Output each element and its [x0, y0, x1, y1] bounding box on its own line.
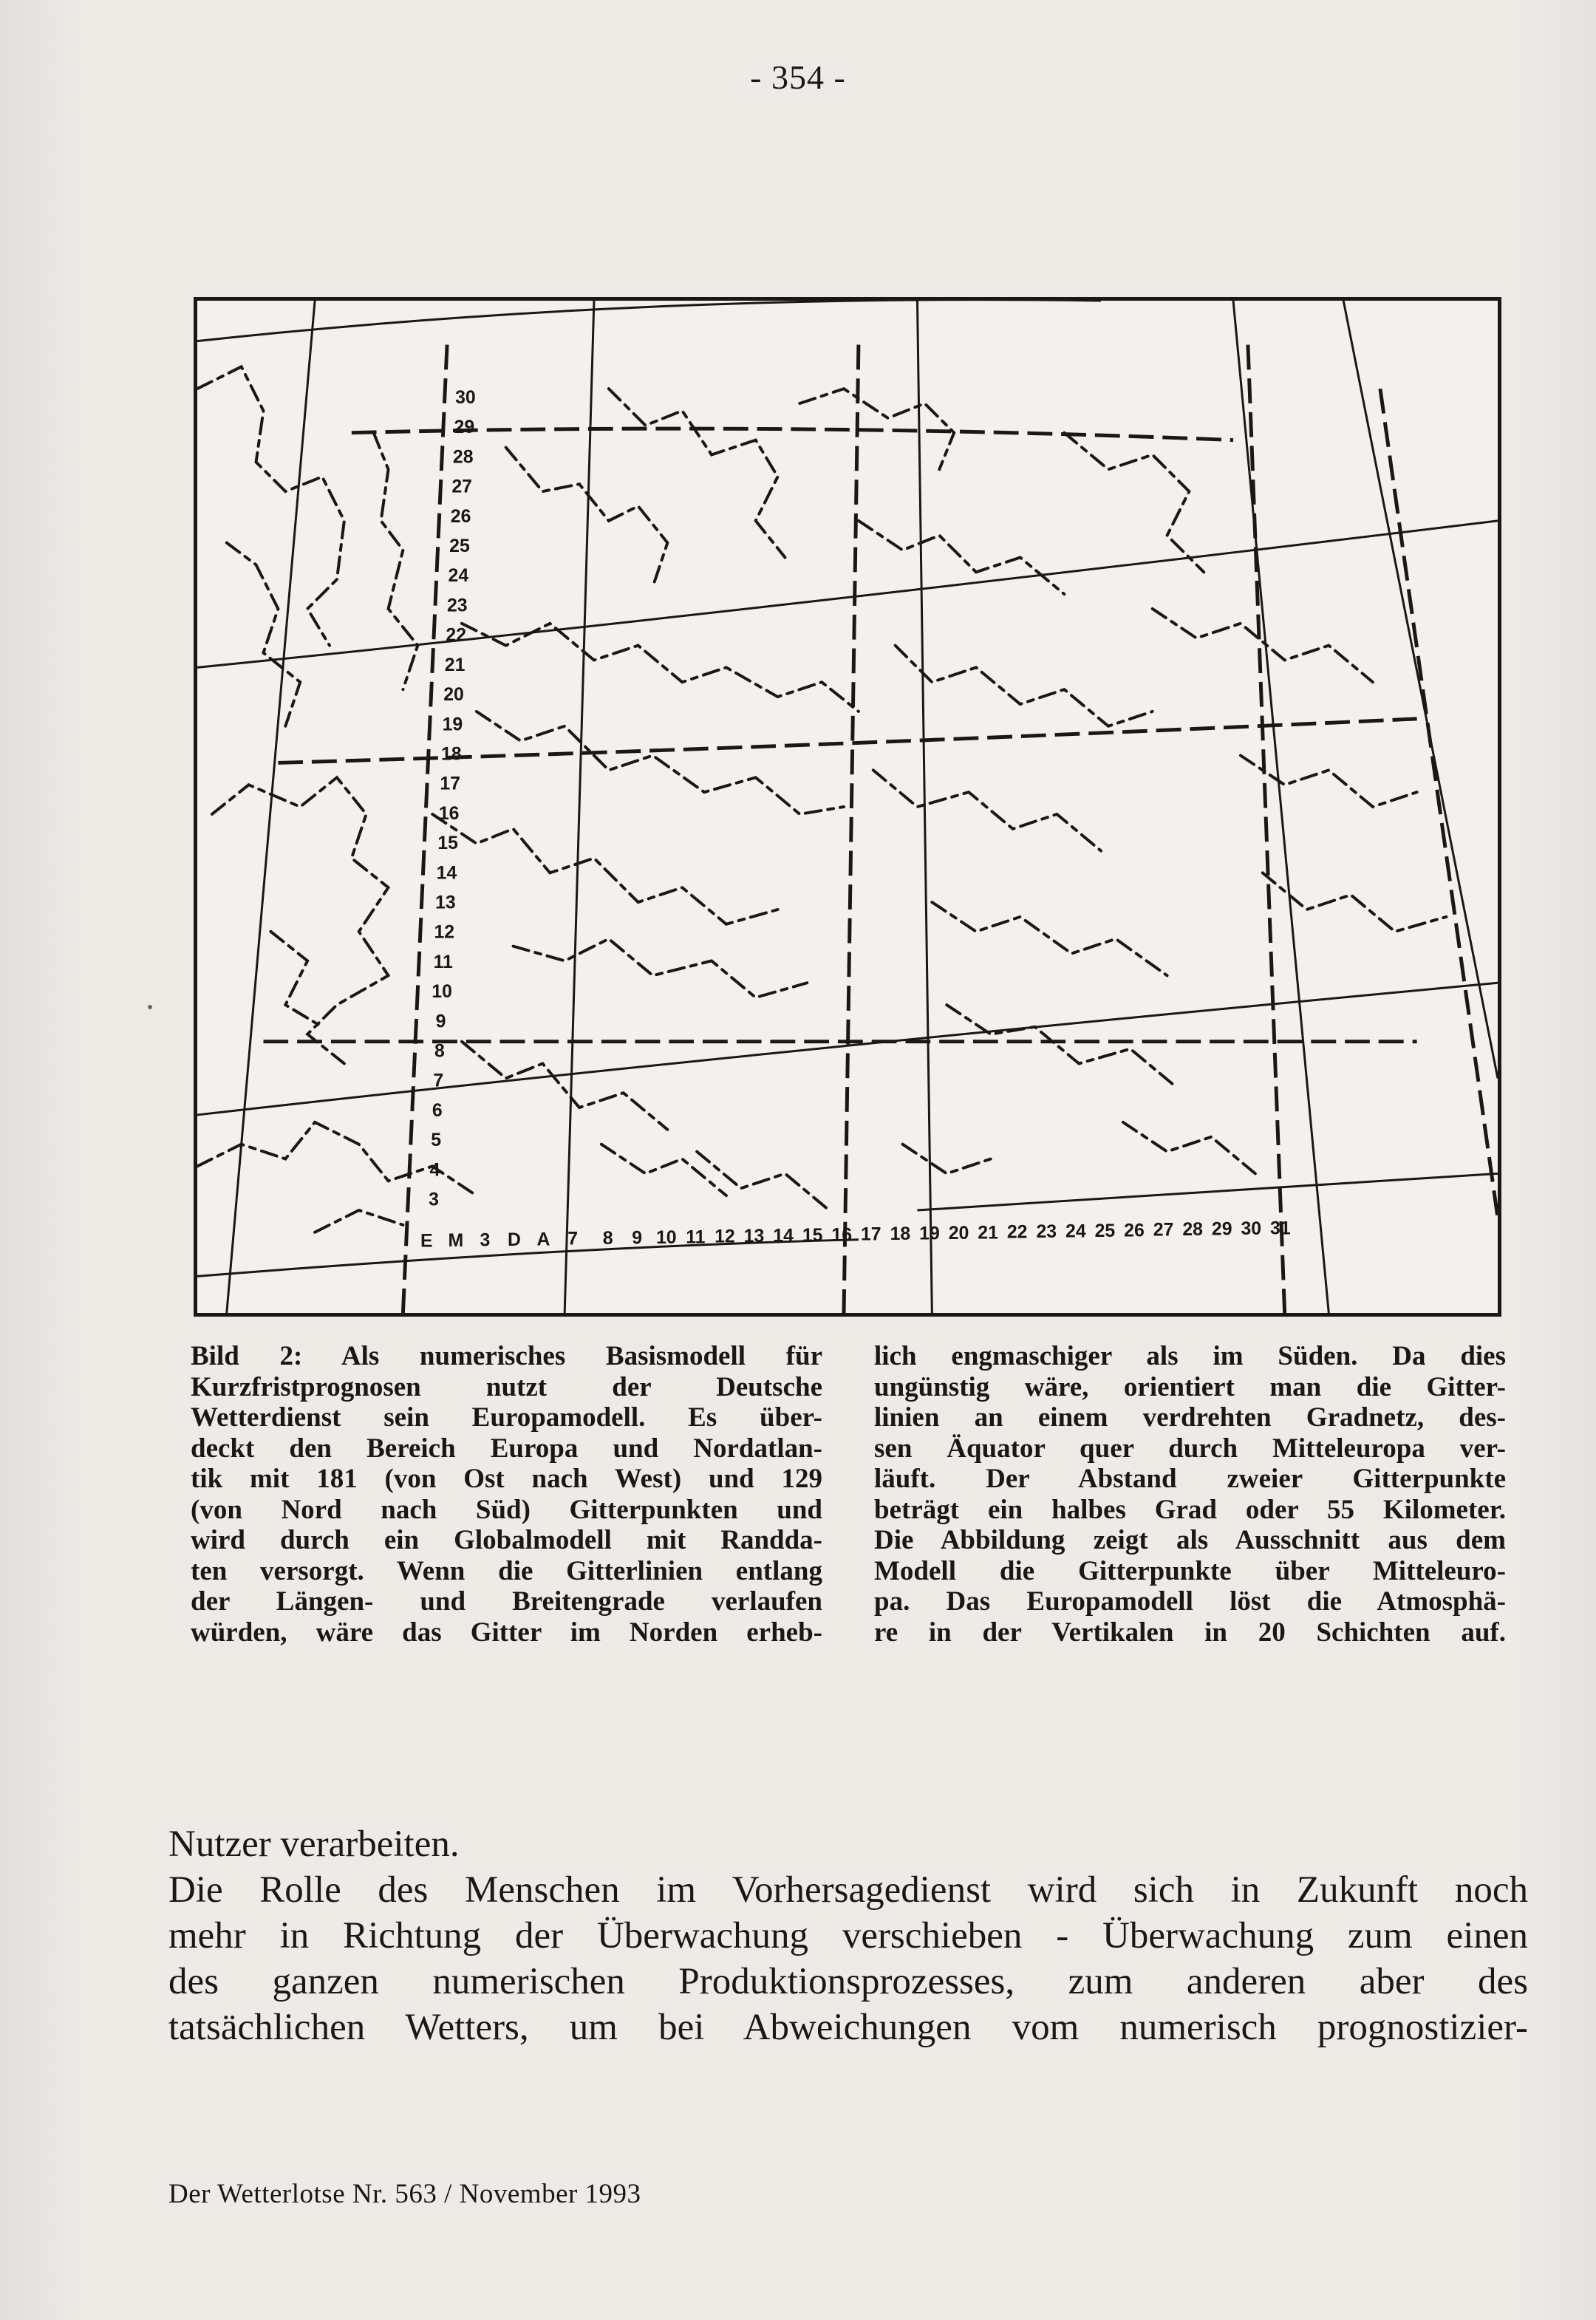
- grid-column-label: 22: [1006, 1222, 1028, 1243]
- body-line: tatsächlichen Wetters, um bei Abweichungen vom numerisch prognostizier-: [168, 2007, 1528, 2048]
- coastline: [896, 646, 1153, 726]
- caption-left-line: Kurzfristprognosen nutzt der Deutsche: [191, 1371, 822, 1402]
- model-grid-line: [844, 345, 859, 1313]
- body-paragraph: [168, 1821, 1528, 2050]
- grid-row-label: 30: [455, 388, 476, 408]
- coastline: [432, 814, 777, 924]
- figure-caption: [191, 1341, 1506, 1648]
- coastline: [903, 1144, 991, 1174]
- model-grid-line: [1380, 389, 1498, 1218]
- grid-row-label: 5: [431, 1130, 442, 1151]
- grid-column-label: 23: [1036, 1222, 1057, 1243]
- grid-row-label: 25: [449, 536, 470, 557]
- grid-row-label: 4: [429, 1160, 440, 1181]
- grid-column-label: 9: [632, 1228, 643, 1249]
- caption-right-line: Modell die Gitterpunkte über Mitteleuro-: [874, 1555, 1506, 1586]
- grid-row-label: 23: [446, 596, 468, 616]
- grid-row-label: 6: [432, 1100, 443, 1121]
- coastline: [212, 777, 389, 1063]
- caption-right-line: beträgt ein halbes Grad oder 55 Kilometer.: [874, 1494, 1506, 1525]
- grid-column-label: 30: [1241, 1218, 1262, 1239]
- body-line: mehr in Richtung der Überwachung verschieben - Überwachung zum einen: [168, 1915, 1528, 1956]
- graticule-line: [1233, 301, 1329, 1313]
- grid-column-label: E: [420, 1231, 433, 1252]
- grid-row-label: 7: [433, 1071, 444, 1091]
- coastline: [873, 770, 1101, 850]
- grid-row-label: 24: [448, 566, 469, 587]
- caption-left-line: ten versorgt. Wenn die Gitterlinien entlang: [191, 1555, 822, 1586]
- graticule-line: [227, 301, 315, 1313]
- caption-right-line: sen Äquator quer durch Mitteleuropa ver-: [874, 1433, 1506, 1464]
- grid-column-label: 3: [480, 1230, 491, 1251]
- caption-left-line: der Längen- und Breitengrade verlaufen: [191, 1586, 822, 1617]
- page-number: - 354 -: [750, 58, 846, 96]
- coastline: [697, 1152, 829, 1210]
- caption-left-line: würden, wäre das Gitter im Norden erheb-: [191, 1617, 822, 1648]
- grid-column-label: 24: [1065, 1221, 1086, 1242]
- grid-row-label: 12: [434, 922, 455, 943]
- caption-left-line: wird durch ein Globalmodell mit Randda-: [191, 1525, 822, 1555]
- caption-left-line: tik mit 181 (von Ost nach West) und 129: [191, 1464, 822, 1494]
- coastline: [315, 1210, 403, 1232]
- coastline: [197, 366, 344, 645]
- grid-row-label: 14: [436, 863, 457, 884]
- caption-right-line: Die Abbildung zeigt als Ausschnitt aus dem: [874, 1525, 1506, 1555]
- footer-citation: Der Wetterlotse Nr. 563 / November 1993: [168, 2179, 641, 2209]
- grid-column-label: D: [507, 1229, 521, 1250]
- graticule-line: [917, 1173, 1498, 1210]
- grid-row-label: 3: [429, 1190, 439, 1210]
- grid-column-label: 8: [602, 1229, 613, 1249]
- grid-row-label: 29: [454, 417, 475, 438]
- coastline: [374, 433, 418, 689]
- coastline: [514, 939, 808, 997]
- grid-column-label: A: [536, 1229, 550, 1250]
- grid-column-label: 18: [890, 1224, 911, 1245]
- body-line: des ganzen numerischen Produktionsprozesses, zum anderen aber des: [168, 1961, 1528, 2002]
- grid-row-label: 9: [435, 1011, 446, 1032]
- model-grid-line: [352, 429, 1233, 440]
- grid-column-label: 11: [686, 1227, 706, 1248]
- coastline: [859, 521, 1064, 594]
- model-grid-line: [403, 345, 447, 1313]
- grid-row-label: 20: [443, 685, 464, 706]
- grid-column-label: 10: [655, 1227, 677, 1248]
- caption-left-line: (von Nord nach Süd) Gitterpunkten und: [191, 1494, 822, 1525]
- coastline: [1241, 756, 1417, 807]
- grid-row-label: 17: [440, 774, 461, 794]
- caption-left-line: Bild 2: Als numerisches Basismodell für: [191, 1341, 822, 1371]
- grid-column-label: 27: [1153, 1220, 1174, 1241]
- caption-right-line: linien an einem verdrehten Gradnetz, des-: [874, 1402, 1506, 1433]
- grid-column-label: 12: [715, 1226, 735, 1247]
- grid-row-label: 10: [432, 982, 452, 1003]
- grid-row-label: 18: [441, 744, 462, 765]
- grid-column-label: 15: [802, 1225, 823, 1246]
- grid-row-label: 16: [438, 803, 460, 824]
- caption-left-line: deckt den Bereich Europa und Nordatlan-: [191, 1433, 822, 1464]
- grid-column-label: 29: [1211, 1219, 1232, 1240]
- grid-row-label: 11: [433, 952, 453, 972]
- coastline: [609, 389, 785, 557]
- grid-column-label: 26: [1124, 1221, 1145, 1241]
- graticule-line: [565, 301, 594, 1313]
- grid-column-label: 19: [919, 1224, 940, 1244]
- caption-left-column: [191, 1341, 822, 1648]
- grid-column-label: 28: [1182, 1220, 1203, 1241]
- coastline: [601, 1144, 726, 1195]
- grid-row-label: 8: [434, 1041, 445, 1062]
- grid-column-label: 7: [567, 1229, 579, 1249]
- grid-row-label: 13: [435, 893, 456, 913]
- caption-right-line: re in der Vertikalen in 20 Schichten auf.: [874, 1617, 1506, 1648]
- grid-row-label: 19: [442, 714, 463, 735]
- coastline: [1123, 1122, 1255, 1173]
- grid-column-label: 14: [773, 1226, 794, 1246]
- caption-right-line: ungünstig wäre, orientiert man die Gitter-: [874, 1371, 1506, 1402]
- grid-row-label: 21: [444, 655, 466, 675]
- body-line: Die Rolle des Menschen im Vorhersagedienst wird sich in Zukunft noch: [168, 1869, 1528, 1911]
- graticule-line: [197, 301, 1101, 341]
- grid-column-label: 20: [948, 1223, 969, 1243]
- coastline: [270, 932, 322, 1027]
- grid-column-label: 31: [1270, 1218, 1291, 1239]
- coastline: [227, 543, 300, 726]
- grid-row-label: 28: [452, 447, 474, 468]
- body-line: Nutzer verarbeiten.: [168, 1823, 460, 1865]
- coastline: [1064, 433, 1204, 573]
- margin-dot: [148, 1005, 152, 1009]
- grid-column-label: 21: [978, 1223, 998, 1243]
- grid-column-label: 17: [860, 1224, 881, 1245]
- coastline: [477, 712, 844, 814]
- grid-row-label: 27: [451, 477, 472, 497]
- caption-left-line: Wetterdienst sein Europamodell. Es über-: [191, 1402, 822, 1433]
- caption-right-line: lich engmaschiger als im Süden. Da dies: [874, 1341, 1506, 1371]
- europe-grid-map: [197, 301, 1498, 1313]
- grid-column-label: 25: [1094, 1221, 1116, 1241]
- caption-right-line: läuft. Der Abstand zweier Gitterpunkte: [874, 1464, 1506, 1494]
- graticule-line: [197, 521, 1498, 668]
- grid-column-label: M: [448, 1231, 464, 1252]
- caption-right-line: pa. Das Europamodell löst die Atmosphä-: [874, 1586, 1506, 1617]
- grid-column-label: 13: [743, 1226, 765, 1247]
- grid-column-label: 16: [831, 1225, 853, 1246]
- coastline: [462, 1042, 667, 1130]
- grid-row-label: 26: [450, 506, 471, 527]
- coastline: [932, 902, 1167, 975]
- grid-row-label: 15: [437, 833, 458, 854]
- grid-map-figure: [194, 297, 1501, 1317]
- caption-right-column: [874, 1341, 1506, 1648]
- coastline: [462, 624, 859, 712]
- grid-row-label: 22: [446, 625, 467, 646]
- graticule-line: [1343, 301, 1498, 1078]
- model-grid-line: [1248, 345, 1285, 1313]
